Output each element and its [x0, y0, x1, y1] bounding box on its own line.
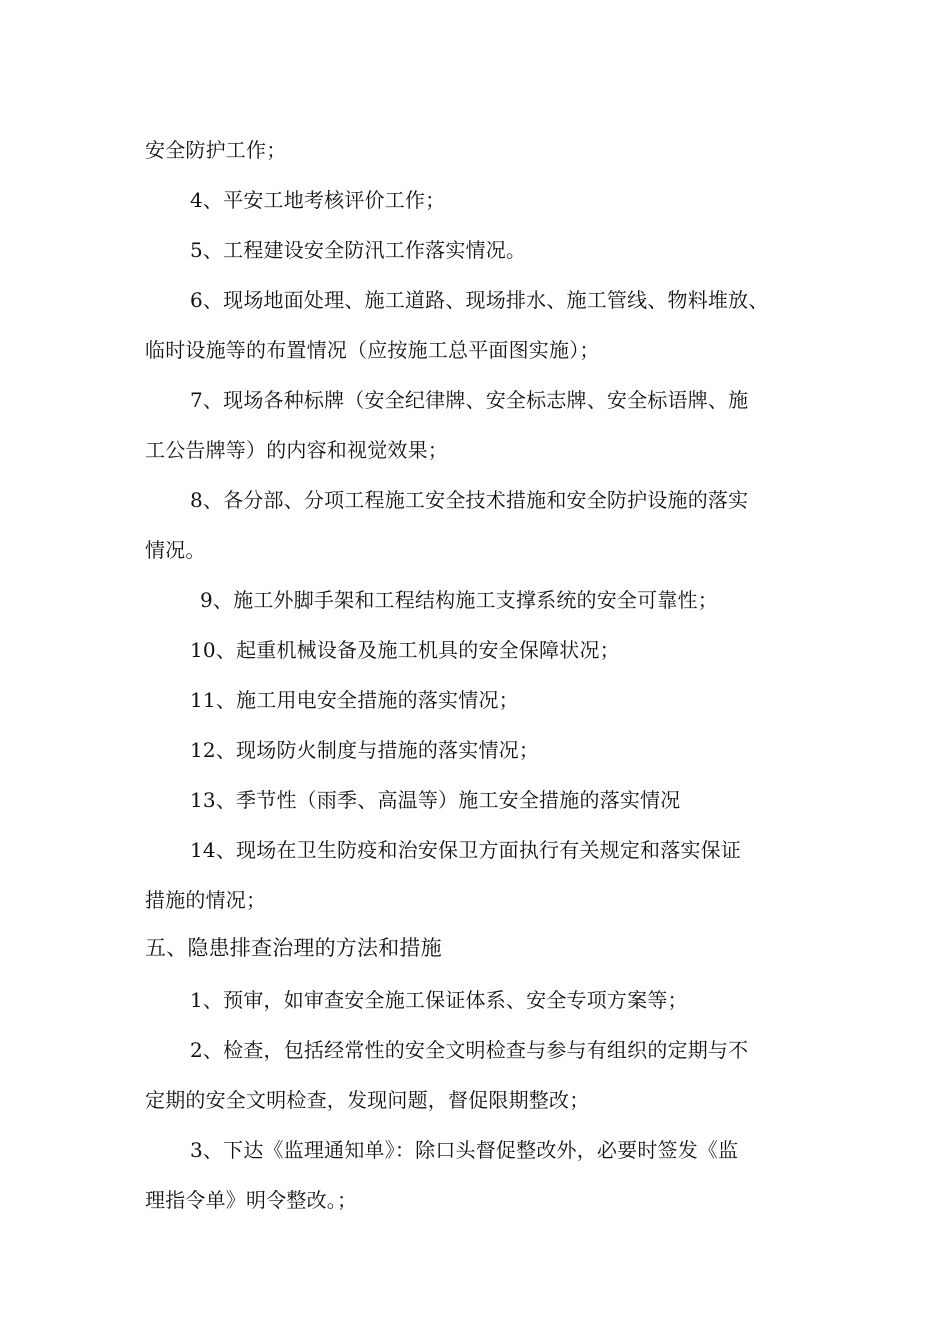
- list-item: 5、工程建设安全防汛工作落实情况。: [190, 238, 527, 262]
- text-line: 情况。: [145, 538, 206, 562]
- list-item: 7、现场各种标牌（安全纪律牌、安全标志牌、安全标语牌、施: [190, 388, 749, 412]
- section-heading: 五、隐患排查治理的方法和措施: [145, 936, 442, 960]
- text-line: 工公告牌等）的内容和视觉效果；: [145, 438, 448, 462]
- text-line: 措施的情况；: [145, 888, 267, 912]
- list-item: 9、施工外脚手架和工程结构施工支撑系统的安全可靠性；: [200, 588, 718, 612]
- list-item: 14、现场在卫生防疫和治安保卫方面执行有关规定和落实保证: [190, 838, 742, 862]
- text-line: 定期的安全文明检查，发现问题，督促限期整改；: [145, 1088, 590, 1112]
- list-item: 6、现场地面处理、施工道路、现场排水、施工管线、物料堆放、: [190, 288, 769, 312]
- text-line: 理指令单》明令整改。；: [145, 1188, 358, 1212]
- text-line: 安全防护工作；: [145, 138, 287, 162]
- list-item: 8、各分部、分项工程施工安全技术措施和安全防护设施的落实: [190, 488, 749, 512]
- list-item: 13、季节性（雨季、高温等）施工安全措施的落实情况: [190, 788, 681, 812]
- list-item: 11、施工用电安全措施的落实情况；: [190, 688, 519, 712]
- list-item: 12、现场防火制度与措施的落实情况；: [190, 738, 540, 762]
- list-item: 4、平安工地考核评价工作；: [190, 188, 446, 212]
- list-item: 3、下达《监理通知单》：除口头督促整改外，必要时签发《监: [190, 1138, 739, 1162]
- list-item: 2、检查，包括经常性的安全文明检查与参与有组织的定期与不: [190, 1038, 749, 1062]
- list-item: 1、预审，如审查安全施工保证体系、安全专项方案等；: [190, 988, 688, 1012]
- list-item: 10、起重机械设备及施工机具的安全保障状况；: [190, 638, 620, 662]
- text-line: 临时设施等的布置情况（应按施工总平面图实施）；: [145, 338, 600, 362]
